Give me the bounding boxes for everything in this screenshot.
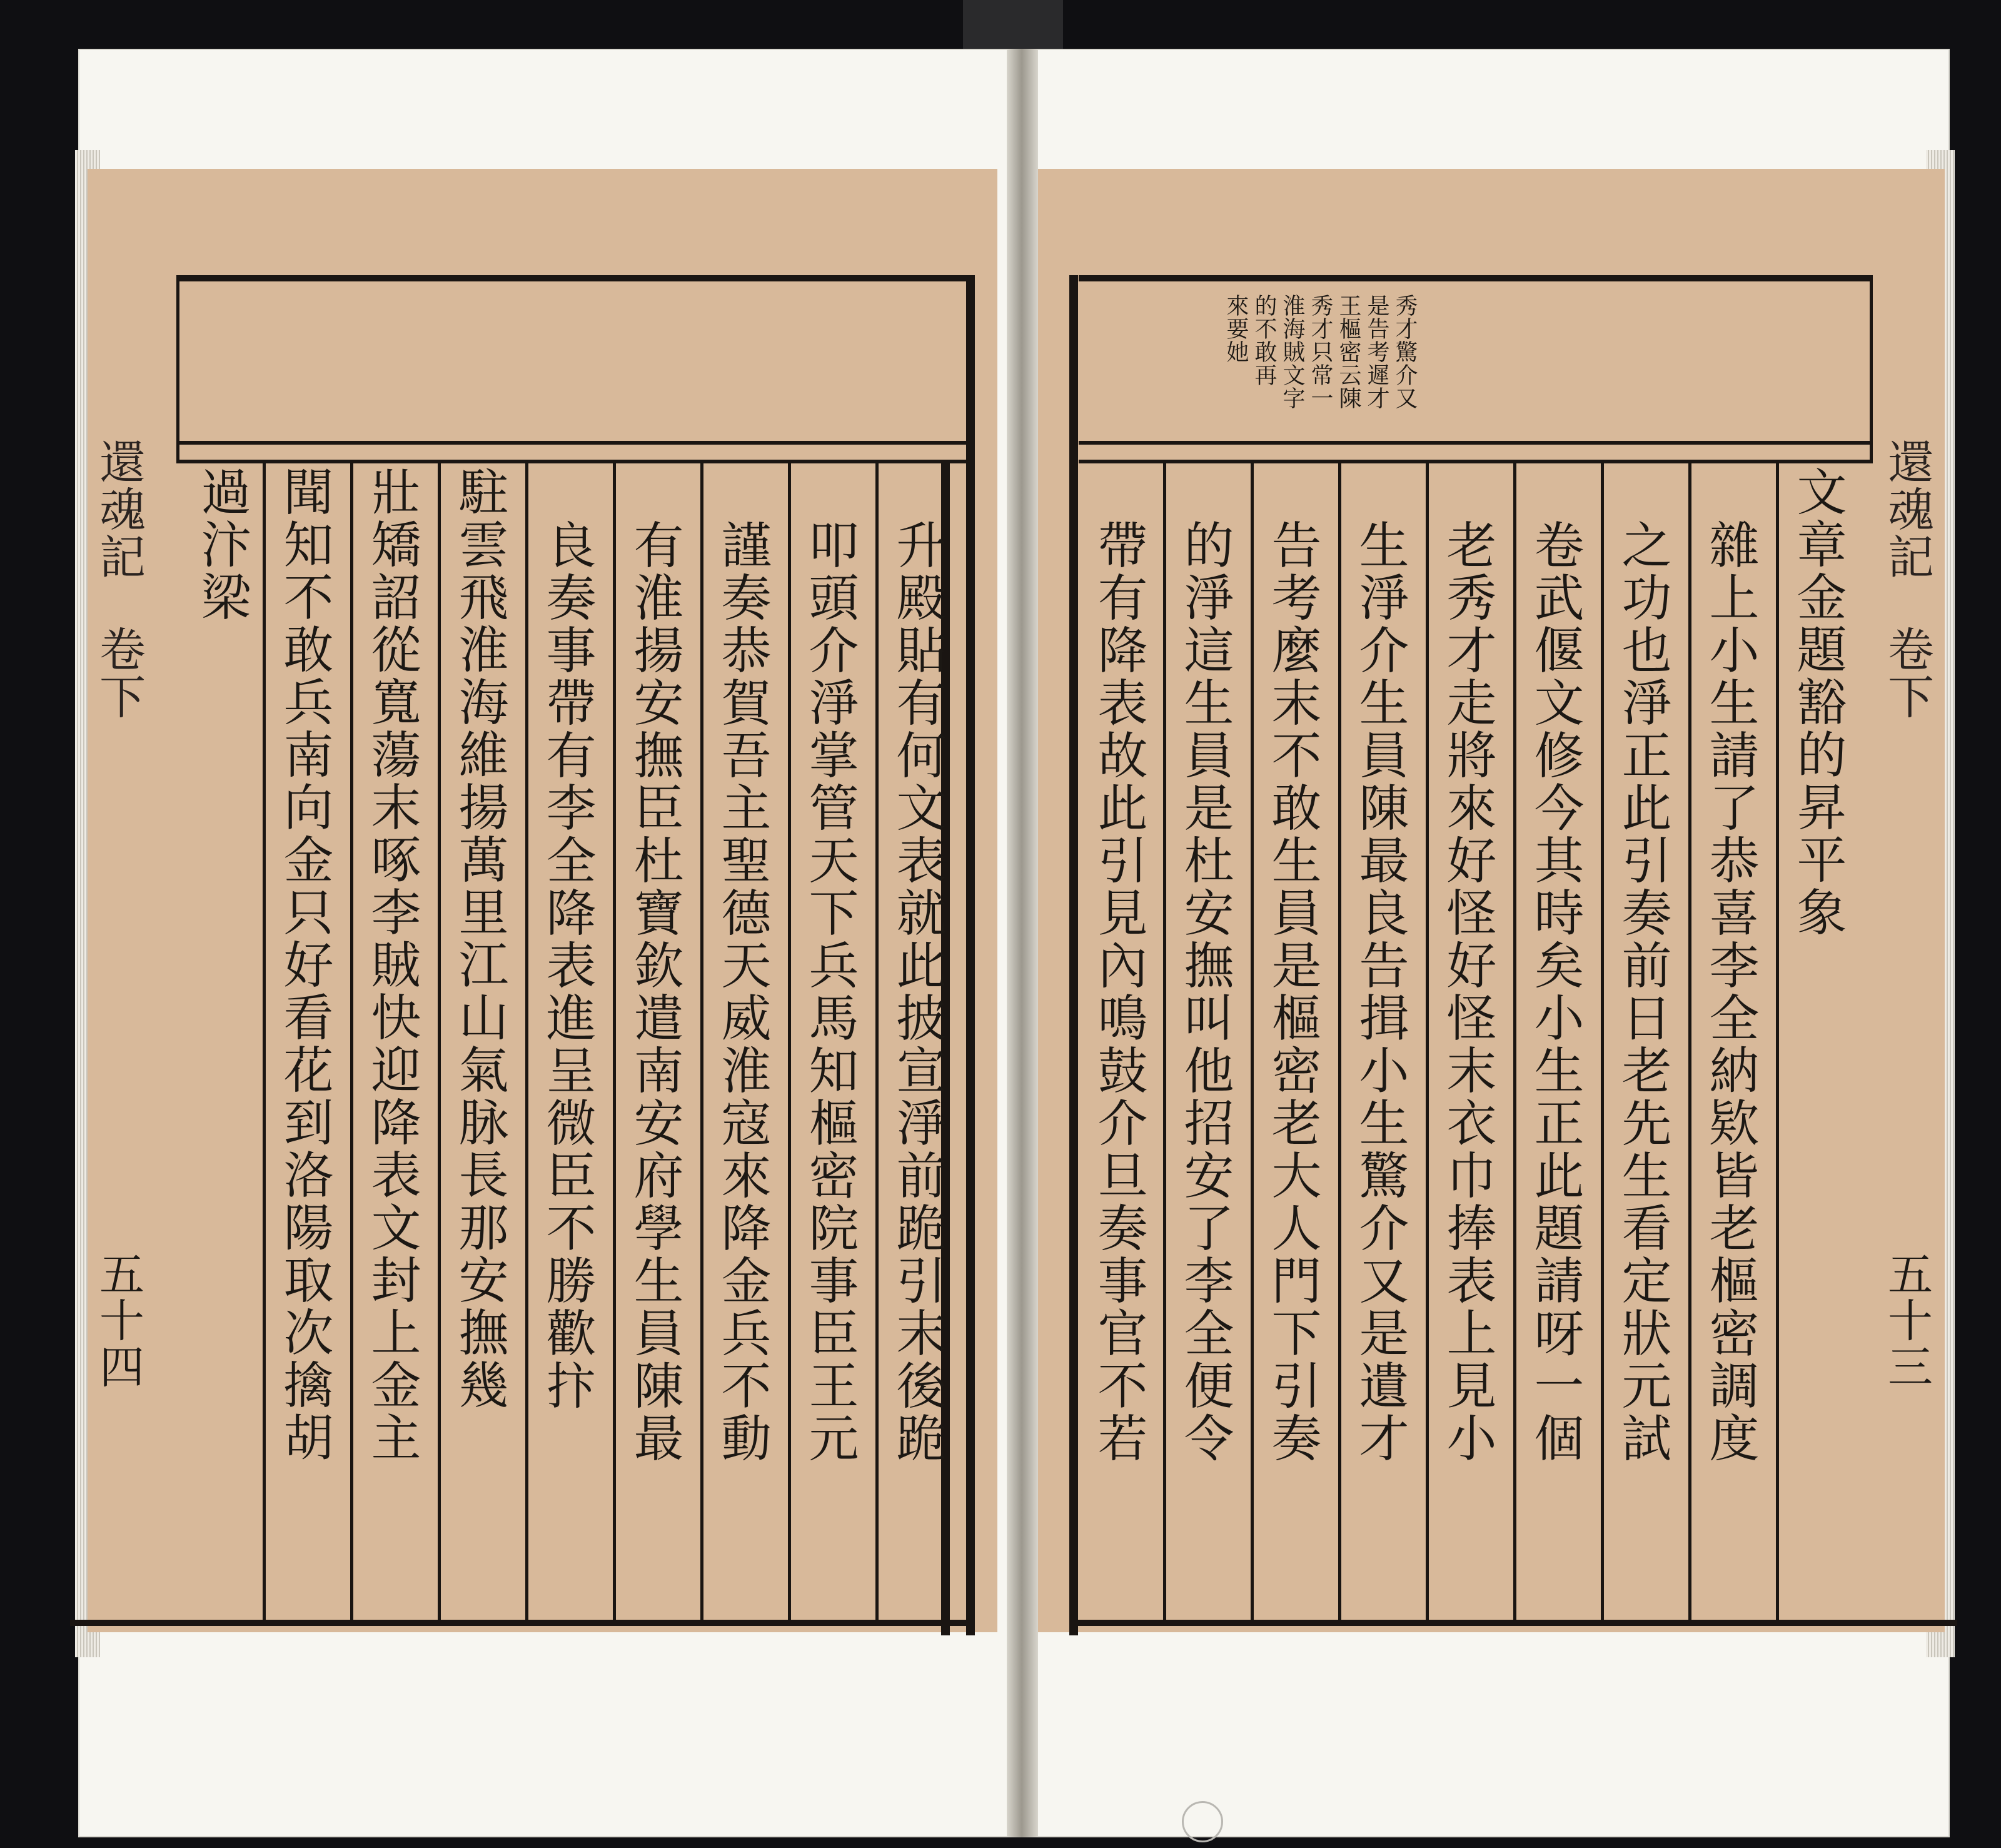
left-col-divider [875,463,879,1623]
left-text-column-3: 謹奏恭賀吾主聖德天威淮寇來降金兵不動 [713,519,771,1465]
right-text-column-7: 告考麼末不敢生員是樞密老大人門下引奏 [1263,519,1321,1465]
right-header-note: 是告考遲才 [1364,294,1389,410]
right-col-divider [1338,463,1341,1623]
right-text-column-5: 老秀才走將來好怪好怪末衣巾捧表上見小 [1438,519,1496,1465]
left-text-column-2: 叩頭介淨掌管天下兵馬知樞密院事臣王元 [800,519,859,1465]
left-header-left-border [176,275,179,463]
right-header-rule-2 [1079,460,1873,463]
right-header-note: 淮海賊文字 [1279,294,1305,410]
right-frame-outer-border [1069,275,1078,1635]
right-text-column-3: 之功也淨正此引奏前日老先生看定狀元試 [1613,519,1671,1465]
left-col-divider [788,463,791,1623]
right-header-right-border [1870,275,1873,463]
left-col-divider [263,463,266,1623]
right-header-note: 秀才只常一 [1308,294,1333,410]
right-header-note: 來要她 [1223,294,1249,363]
right-text-column-8: 的淨這生員是杜安撫叫他招安了李全便令 [1176,519,1234,1465]
left-text-column-8: 聞知不敢兵南向金只好看花到洛陽取次擒胡 [275,466,333,1464]
right-margin-volume: 卷下 [1880,625,1934,720]
right-top-rule [1079,275,1873,281]
left-bottom-rule [70,1620,970,1626]
right-header-note: 王樞密云陳 [1336,294,1361,410]
left-col-divider [613,463,616,1623]
right-header-note: 秀才驚介又 [1392,294,1418,410]
right-margin-folio: 五十三 [1880,1251,1933,1390]
left-top-rule [176,275,970,281]
left-frame-outer-border [966,275,975,1635]
left-text-column-1: 升殿貼有何文表就此披宣淨前跪引末後跪 [888,519,946,1465]
left-header-rule [176,441,970,445]
left-text-column-5: 良奏事帶有李全降表進呈微臣不勝歡抃 [538,519,596,1412]
right-col-divider [1426,463,1429,1623]
right-text-column-4: 卷武偃文修今其時矣小生正此題請呀一個 [1526,519,1584,1465]
right-col-divider [1688,463,1691,1623]
left-header-rule-2 [176,460,970,463]
right-header-rule [1079,441,1873,445]
right-text-column-6: 生淨介生員陳最良告揖小生驚介又是遺才 [1351,519,1409,1465]
left-col-divider [525,463,528,1623]
left-col-divider [700,463,703,1623]
book-spine-top [963,0,1063,56]
left-margin-title: 還魂記 [92,438,146,580]
right-text-column-9: 帶有降表故此引見內鳴鼓介旦奏事官不若 [1089,519,1147,1465]
book-gutter [1007,49,1038,1837]
left-text-column-4: 有淮揚安撫臣杜寶欽遣南安府學生員陳最 [625,519,683,1465]
left-text-column-9: 過汴梁 [193,466,251,624]
right-text-column-1: 文章金題豁的昇平象 [1788,466,1847,939]
right-col-divider [1251,463,1254,1623]
right-margin-title: 還魂記 [1880,438,1934,580]
right-text-column-2: 雜上小生請了恭喜李全納欵皆老樞密調度 [1701,519,1759,1465]
left-text-column-7: 壯矯詔從寬蕩末啄李賊快迎降表文封上金主 [363,466,421,1464]
left-col-divider [350,463,353,1623]
right-col-divider [1601,463,1604,1623]
right-header-note: 的不敢再 [1251,294,1277,386]
left-text-column-6: 駐雲飛淮海維揚萬里江山氣脉長那安撫幾 [450,466,508,1411]
left-margin-volume: 卷下 [92,625,146,720]
right-col-divider [1513,463,1516,1623]
library-seal-icon [1182,1801,1223,1842]
left-margin-folio: 五十四 [92,1251,144,1390]
left-col-divider [438,463,441,1623]
right-col-divider [1776,463,1779,1623]
right-col-divider [1163,463,1166,1623]
